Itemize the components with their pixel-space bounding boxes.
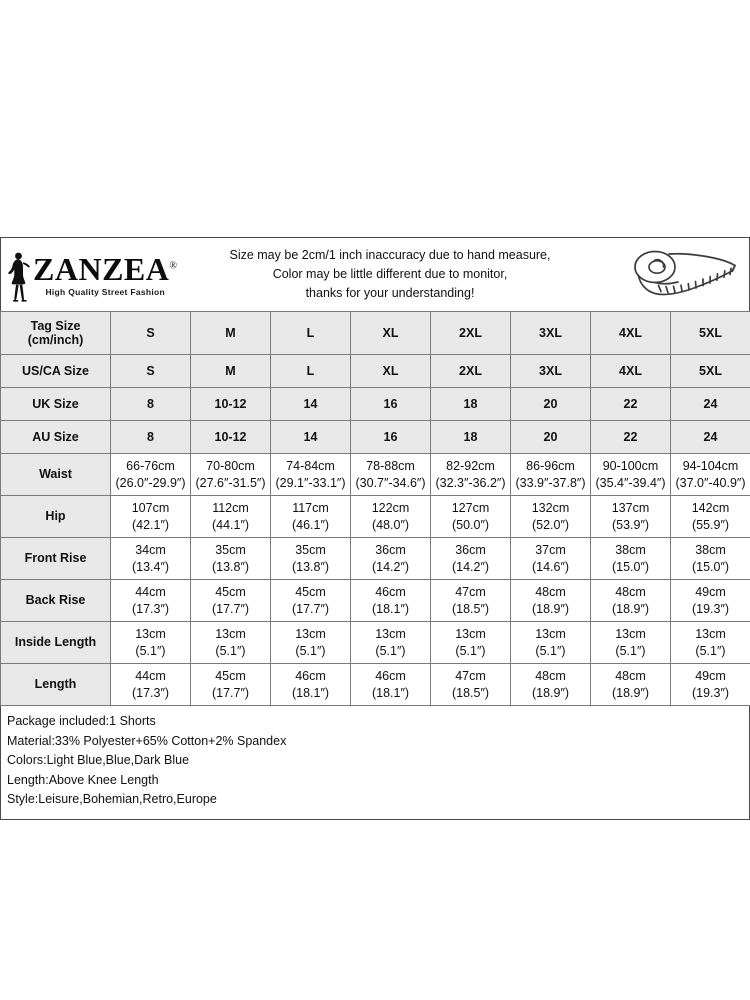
- value-cm: 48cm: [535, 669, 566, 683]
- value-cm: 137cm: [611, 501, 650, 515]
- cell-waist-2: [271, 454, 351, 496]
- value-cm: 13cm: [135, 627, 166, 641]
- desc-package-included: Package included:1 Shorts: [7, 714, 156, 728]
- cell-inside-length-3: [351, 622, 431, 664]
- notice-line-1: Size may be 2cm/1 inch inaccuracy due to hand measure,: [229, 248, 551, 262]
- cell-uk-1: 10-12: [191, 388, 271, 421]
- value-inch: (42.1″): [131, 517, 170, 532]
- desc-material: Material:33% Polyester+65% Cotton+2% Spandex: [7, 733, 287, 748]
- value-inch: (26.0″-29.9″): [115, 475, 186, 490]
- cell-uk-3: 16: [351, 388, 431, 421]
- value-inch: (14.6″): [531, 559, 570, 574]
- value-inch: (13.8″): [211, 559, 250, 574]
- cell-tag-size-2xl: 2XL: [431, 312, 511, 355]
- value-inch: (50.0″): [451, 517, 490, 532]
- row-label-waist: Waist: [1, 454, 111, 496]
- cell-length-6: [591, 664, 671, 706]
- value-inch: (19.3″): [691, 685, 730, 700]
- table-row-length: [1, 664, 750, 706]
- value-cm: 35cm: [295, 543, 326, 557]
- value-cm: 127cm: [451, 501, 490, 515]
- cell-length-7: [671, 664, 750, 706]
- value-cm: 47cm: [455, 585, 486, 599]
- woman-silhouette-icon: [5, 250, 35, 302]
- value-cm: 74-84cm: [286, 459, 335, 473]
- cell-inside-length-4: [431, 622, 511, 664]
- value-cm: 70-80cm: [206, 459, 255, 473]
- cell-au-7: 24: [671, 421, 750, 454]
- value-inch: (18.9″): [611, 601, 650, 616]
- chart-header-band: [0, 237, 750, 311]
- desc-colors: Colors:Light Blue,Blue,Dark Blue: [7, 753, 190, 767]
- size-chart: [0, 237, 750, 820]
- cell-length-2: [271, 664, 351, 706]
- value-inch: (17.7″): [211, 685, 250, 700]
- cell-front-rise-6: [591, 538, 671, 580]
- value-inch: (5.1″): [295, 643, 326, 658]
- cell-uk-4: 18: [431, 388, 511, 421]
- value-inch: (48.0″): [371, 517, 410, 532]
- cell-back-rise-2: [271, 580, 351, 622]
- table-row-front-rise: [1, 538, 750, 580]
- value-cm: 132cm: [531, 501, 570, 515]
- row-label-inside-length: Inside Length: [1, 622, 111, 664]
- cell-us-ca-3: XL: [351, 355, 431, 388]
- value-cm: 78-88cm: [366, 459, 415, 473]
- value-inch: (18.1″): [371, 685, 410, 700]
- value-inch: (5.1″): [215, 643, 246, 658]
- table-row-waist: [1, 454, 750, 496]
- cell-front-rise-1: [191, 538, 271, 580]
- cell-uk-6: 22: [591, 388, 671, 421]
- value-cm: 49cm: [695, 585, 726, 599]
- row-label-us-ca-size: US/CA Size: [1, 355, 111, 388]
- cell-au-6: 22: [591, 421, 671, 454]
- notice-line-3: thanks for your understanding!: [305, 286, 475, 300]
- value-inch: (18.9″): [531, 601, 570, 616]
- value-inch: (15.0″): [611, 559, 650, 574]
- table-row-uk-size: [1, 388, 750, 421]
- value-inch: (30.7″-34.6″): [355, 475, 426, 490]
- cell-hip-3: [351, 496, 431, 538]
- value-inch: (17.7″): [211, 601, 250, 616]
- cell-inside-length-0: [111, 622, 191, 664]
- value-cm: 13cm: [455, 627, 486, 641]
- value-cm: 46cm: [375, 585, 406, 599]
- brand-wordmark: [33, 250, 178, 287]
- tag-size-line-2: (cm/inch): [27, 333, 84, 347]
- value-inch: (13.8″): [291, 559, 330, 574]
- cell-us-ca-5: 3XL: [511, 355, 591, 388]
- registered-mark-icon: ®: [169, 259, 178, 271]
- cell-length-3: [351, 664, 431, 706]
- value-inch: (5.1″): [455, 643, 486, 658]
- cell-back-rise-3: [351, 580, 431, 622]
- value-inch: (19.3″): [691, 601, 730, 616]
- table-row-us-ca-size: [1, 355, 750, 388]
- value-inch: (14.2″): [371, 559, 410, 574]
- cell-waist-3: [351, 454, 431, 496]
- value-inch: (17.3″): [131, 685, 170, 700]
- value-inch: (52.0″): [531, 517, 570, 532]
- cell-length-5: [511, 664, 591, 706]
- value-inch: (33.9″-37.8″): [515, 475, 586, 490]
- cell-back-rise-1: [191, 580, 271, 622]
- cell-hip-1: [191, 496, 271, 538]
- cell-inside-length-2: [271, 622, 351, 664]
- value-cm: 107cm: [131, 501, 170, 515]
- value-inch: (18.9″): [531, 685, 570, 700]
- value-inch: (18.5″): [451, 685, 490, 700]
- value-cm: 48cm: [615, 585, 646, 599]
- value-cm: 117cm: [292, 501, 329, 515]
- value-inch: (5.1″): [135, 643, 166, 658]
- value-cm: 122cm: [371, 501, 410, 515]
- cell-hip-4: [431, 496, 511, 538]
- cell-back-rise-5: [511, 580, 591, 622]
- cell-front-rise-0: [111, 538, 191, 580]
- cell-waist-7: [671, 454, 750, 496]
- tape-illustration: [617, 244, 749, 306]
- value-inch: (55.9″): [691, 517, 730, 532]
- value-cm: 46cm: [375, 669, 406, 683]
- row-label-tag-size: [1, 312, 111, 355]
- value-cm: 66-76cm: [126, 459, 175, 473]
- value-inch: (17.7″): [291, 601, 330, 616]
- cell-tag-size-4xl: 4XL: [591, 312, 671, 355]
- cell-au-1: 10-12: [191, 421, 271, 454]
- cell-uk-2: 14: [271, 388, 351, 421]
- value-inch: (44.1″): [211, 517, 250, 532]
- cell-front-rise-2: [271, 538, 351, 580]
- value-cm: 86-96cm: [526, 459, 575, 473]
- value-cm: 48cm: [535, 585, 566, 599]
- cell-us-ca-7: 5XL: [671, 355, 750, 388]
- row-label-hip: Hip: [1, 496, 111, 538]
- value-cm: 36cm: [455, 543, 486, 557]
- cell-inside-length-5: [511, 622, 591, 664]
- tag-size-line-1: Tag Size: [30, 319, 81, 333]
- row-label-length: Length: [1, 664, 111, 706]
- value-inch: (14.2″): [451, 559, 490, 574]
- value-cm: 13cm: [535, 627, 566, 641]
- value-inch: (5.1″): [535, 643, 566, 658]
- table-row-hip: [1, 496, 750, 538]
- value-inch: (32.3″-36.2″): [435, 475, 506, 490]
- value-inch: (18.5″): [451, 601, 490, 616]
- cell-back-rise-7: [671, 580, 750, 622]
- value-inch: (15.0″): [691, 559, 730, 574]
- cell-tag-size-5xl: 5XL: [671, 312, 750, 355]
- cell-au-2: 14: [271, 421, 351, 454]
- measuring-tape-icon: [624, 244, 742, 306]
- value-cm: 34cm: [135, 543, 166, 557]
- cell-front-rise-7: [671, 538, 750, 580]
- cell-waist-5: [511, 454, 591, 496]
- cell-hip-2: [271, 496, 351, 538]
- cell-us-ca-2: L: [271, 355, 351, 388]
- value-cm: 82-92cm: [446, 459, 495, 473]
- value-cm: 46cm: [295, 669, 326, 683]
- value-cm: 45cm: [295, 585, 326, 599]
- cell-au-0: 8: [111, 421, 191, 454]
- cell-uk-5: 20: [511, 388, 591, 421]
- table-row-au-size: [1, 421, 750, 454]
- value-inch: (29.1″-33.1″): [275, 475, 346, 490]
- cell-hip-7: [671, 496, 750, 538]
- value-cm: 49cm: [695, 669, 726, 683]
- brand-tagline: High Quality Street Fashion: [45, 286, 166, 297]
- row-label-uk-size: UK Size: [1, 388, 111, 421]
- value-cm: 142cm: [691, 501, 730, 515]
- cell-au-5: 20: [511, 421, 591, 454]
- cell-length-4: [431, 664, 511, 706]
- brand-logo: [1, 238, 178, 311]
- value-inch: (17.3″): [131, 601, 170, 616]
- value-cm: 47cm: [455, 669, 486, 683]
- table-row-tag-size: [1, 312, 750, 355]
- cell-waist-0: [111, 454, 191, 496]
- cell-hip-6: [591, 496, 671, 538]
- brand-wordmark-group: [33, 250, 178, 297]
- cell-waist-6: [591, 454, 671, 496]
- cell-inside-length-1: [191, 622, 271, 664]
- value-cm: 112cm: [212, 501, 249, 515]
- cell-us-ca-4: 2XL: [431, 355, 511, 388]
- cell-inside-length-6: [591, 622, 671, 664]
- cell-length-1: [191, 664, 271, 706]
- value-cm: 44cm: [135, 669, 166, 683]
- value-inch: (5.1″): [615, 643, 646, 658]
- value-cm: 13cm: [375, 627, 406, 641]
- cell-tag-size-3xl: 3XL: [511, 312, 591, 355]
- cell-back-rise-4: [431, 580, 511, 622]
- value-inch: (37.0″-40.9″): [675, 475, 746, 490]
- value-cm: 45cm: [215, 585, 246, 599]
- value-cm: 38cm: [695, 543, 726, 557]
- product-description: [0, 706, 750, 820]
- value-cm: 13cm: [215, 627, 246, 641]
- row-label-au-size: AU Size: [1, 421, 111, 454]
- cell-uk-0: 8: [111, 388, 191, 421]
- table-row-inside-length: [1, 622, 750, 664]
- value-cm: 90-100cm: [602, 459, 659, 473]
- cell-tag-size-xl: XL: [351, 312, 431, 355]
- notice-line-2: Color may be little different due to monitor,: [272, 267, 508, 281]
- value-inch: (18.1″): [371, 601, 410, 616]
- value-inch: (46.1″): [291, 517, 330, 532]
- cell-tag-size-l: L: [271, 312, 351, 355]
- value-cm: 45cm: [215, 669, 246, 683]
- desc-length: Length:Above Knee Length: [7, 772, 159, 787]
- value-inch: (35.4″-39.4″): [595, 475, 666, 490]
- value-inch: (18.1″): [291, 685, 330, 700]
- value-cm: 48cm: [615, 669, 646, 683]
- table-row-back-rise: [1, 580, 750, 622]
- value-cm: 13cm: [295, 627, 326, 641]
- value-cm: 13cm: [695, 627, 726, 641]
- cell-au-4: 18: [431, 421, 511, 454]
- cell-tag-size-s: S: [111, 312, 191, 355]
- value-cm: 44cm: [135, 585, 166, 599]
- value-inch: (13.4″): [131, 559, 170, 574]
- value-inch: (5.1″): [375, 643, 406, 658]
- desc-style: Style:Leisure,Bohemian,Retro,Europe: [7, 792, 217, 806]
- value-cm: 94-104cm: [682, 459, 739, 473]
- cell-us-ca-1: M: [191, 355, 271, 388]
- value-cm: 38cm: [615, 543, 646, 557]
- cell-us-ca-0: S: [111, 355, 191, 388]
- cell-back-rise-6: [591, 580, 671, 622]
- value-cm: 36cm: [375, 543, 406, 557]
- value-cm: 37cm: [535, 543, 566, 557]
- row-label-front-rise: Front Rise: [1, 538, 111, 580]
- cell-tag-size-m: M: [191, 312, 271, 355]
- value-inch: (18.9″): [611, 685, 650, 700]
- row-label-back-rise: Back Rise: [1, 580, 111, 622]
- cell-inside-length-7: [671, 622, 750, 664]
- value-cm: 35cm: [215, 543, 246, 557]
- cell-length-0: [111, 664, 191, 706]
- cell-us-ca-6: 4XL: [591, 355, 671, 388]
- cell-au-3: 16: [351, 421, 431, 454]
- cell-hip-0: [111, 496, 191, 538]
- cell-back-rise-0: [111, 580, 191, 622]
- value-inch: (5.1″): [695, 643, 726, 658]
- value-inch: (53.9″): [611, 517, 650, 532]
- value-inch: (27.6″-31.5″): [195, 475, 266, 490]
- cell-waist-4: [431, 454, 511, 496]
- cell-front-rise-5: [511, 538, 591, 580]
- cell-hip-5: [511, 496, 591, 538]
- cell-front-rise-3: [351, 538, 431, 580]
- value-cm: 13cm: [615, 627, 646, 641]
- measurement-notice: [163, 246, 617, 303]
- cell-front-rise-4: [431, 538, 511, 580]
- cell-waist-1: [191, 454, 271, 496]
- brand-name: ZANZEA: [33, 250, 170, 287]
- size-table: [0, 311, 750, 706]
- cell-uk-7: 24: [671, 388, 750, 421]
